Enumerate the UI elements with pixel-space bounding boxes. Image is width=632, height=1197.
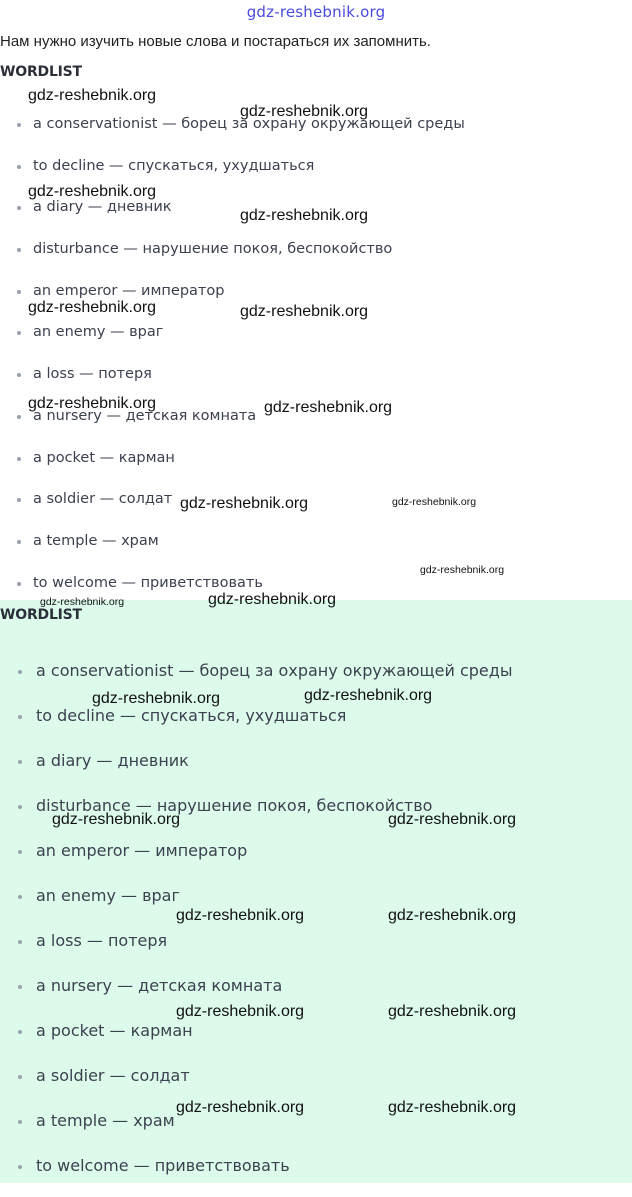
watermark: gdz-reshebnik.org bbox=[240, 103, 369, 120]
watermark: gdz-reshebnik.org bbox=[52, 811, 181, 828]
list-item: a loss — потеря bbox=[0, 927, 512, 972]
list-item: an enemy — враг bbox=[0, 320, 465, 362]
watermark: gdz-reshebnik.org bbox=[92, 690, 221, 707]
list-item: a temple — храм bbox=[0, 529, 465, 571]
watermark: gdz-reshebnik.org bbox=[304, 687, 433, 704]
list-item: disturbance — нарушение покоя, беспокойство bbox=[0, 237, 465, 279]
site-logo[interactable]: gdz-reshebnik.org bbox=[246, 3, 386, 21]
list-item: an enemy — враг bbox=[0, 882, 512, 927]
watermark: gdz-reshebnik.org bbox=[392, 496, 477, 508]
list-item: a soldier — солдат bbox=[0, 487, 465, 529]
list-item: a nursery — детская комната bbox=[0, 972, 512, 1017]
watermark: gdz-reshebnik.org bbox=[240, 303, 369, 320]
list-item: a temple — храм bbox=[0, 1107, 512, 1152]
list-item: a nursery — детская комната bbox=[0, 404, 465, 446]
list-item: disturbance — нарушение покоя, беспокойство bbox=[0, 792, 512, 837]
list-item: an emperor — император bbox=[0, 837, 512, 882]
watermark: gdz-reshebnik.org bbox=[176, 1003, 305, 1020]
list-item: a conservationist — борец за охрану окружающей среды bbox=[0, 112, 465, 154]
list-item: a diary — дневник bbox=[0, 195, 465, 237]
wordlist-title: WORDLIST bbox=[0, 64, 82, 80]
watermark: gdz-reshebnik.org bbox=[388, 811, 517, 828]
list-item: to welcome — приветствовать bbox=[0, 1152, 512, 1197]
watermark: gdz-reshebnik.org bbox=[388, 907, 517, 924]
intro-text: Нам нужно изучить новые слова и постараться их запомнить. bbox=[0, 33, 431, 50]
list-item: a conservationist — борец за охрану окружающей среды bbox=[0, 657, 512, 702]
list-item: to decline — спускаться, ухудшаться bbox=[0, 154, 465, 196]
list-item: a pocket — карман bbox=[0, 446, 465, 488]
watermark: gdz-reshebnik.org bbox=[176, 1099, 305, 1116]
list-item: a loss — потеря bbox=[0, 362, 465, 404]
watermark: gdz-reshebnik.org bbox=[40, 596, 125, 608]
watermark: gdz-reshebnik.org bbox=[388, 1003, 517, 1020]
watermark: gdz-reshebnik.org bbox=[388, 1099, 517, 1116]
list-item: a diary — дневник bbox=[0, 747, 512, 792]
wordlist-title: WORDLIST bbox=[0, 607, 82, 623]
watermark: gdz-reshebnik.org bbox=[240, 207, 369, 224]
watermark: gdz-reshebnik.org bbox=[28, 395, 157, 412]
watermark: gdz-reshebnik.org bbox=[180, 495, 309, 512]
watermark: gdz-reshebnik.org bbox=[28, 183, 157, 200]
watermark: gdz-reshebnik.org bbox=[208, 591, 337, 608]
list-item: to decline — спускаться, ухудшаться bbox=[0, 702, 512, 747]
watermark: gdz-reshebnik.org bbox=[28, 87, 157, 104]
watermark: gdz-reshebnik.org bbox=[264, 399, 393, 416]
watermark: gdz-reshebnik.org bbox=[28, 299, 157, 316]
list-item: an emperor — император bbox=[0, 279, 465, 321]
list-item: to welcome — приветствовать bbox=[0, 571, 465, 613]
watermark: gdz-reshebnik.org bbox=[176, 907, 305, 924]
watermark: gdz-reshebnik.org bbox=[420, 564, 505, 576]
list-item: a soldier — солдат bbox=[0, 1062, 512, 1107]
list-item: a pocket — карман bbox=[0, 1017, 512, 1062]
